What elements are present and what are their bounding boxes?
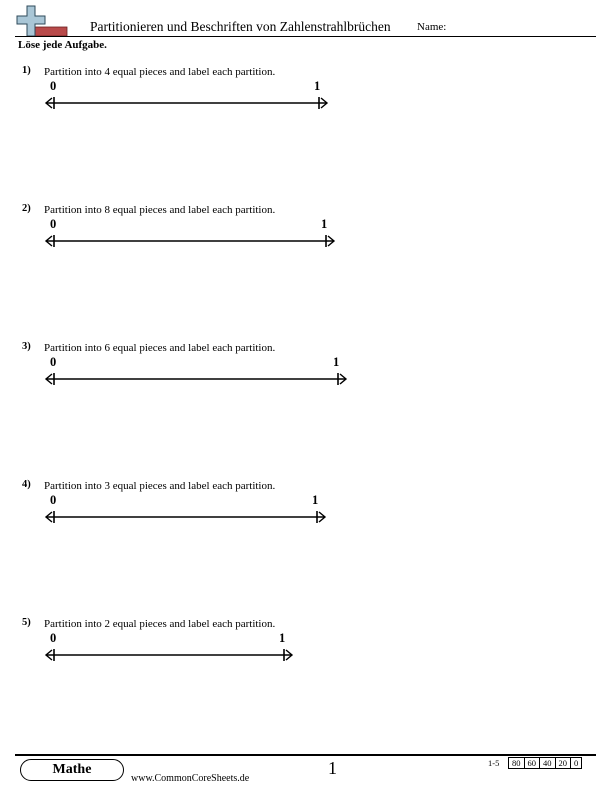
problem-number: 4)	[22, 479, 31, 490]
problem-text: Partition into 4 equal pieces and label each partition.	[44, 66, 276, 78]
number-line-start-label: 0	[50, 217, 57, 231]
number-line-end-label: 1	[333, 355, 340, 369]
worksheet-logo-icon	[15, 5, 69, 37]
score-cell: 40	[540, 758, 556, 769]
number-line-start-label: 0	[50, 355, 57, 369]
problem-number: 5)	[22, 617, 31, 628]
number-line[interactable]	[0, 493, 612, 553]
number-line-end-label: 1	[279, 631, 286, 645]
number-line-start-label: 0	[50, 79, 57, 93]
problem-2	[0, 203, 612, 293]
number-line[interactable]	[0, 631, 612, 691]
score-range: 1-5	[488, 758, 500, 768]
page-number: 1	[328, 758, 337, 778]
number-line-start-label: 0	[50, 631, 57, 645]
score-cell: 80	[509, 758, 525, 769]
number-line-start-label: 0	[50, 493, 57, 507]
number-line[interactable]	[0, 355, 612, 415]
number-line-end-label: 1	[321, 217, 328, 231]
problem-5	[0, 617, 612, 707]
problem-3	[0, 341, 612, 431]
score-table	[508, 757, 582, 769]
problem-1	[0, 65, 612, 155]
number-line-end-label: 1	[312, 493, 319, 507]
number-line-end-label: 1	[314, 79, 321, 93]
footer-divider	[15, 754, 596, 756]
number-line[interactable]	[0, 217, 612, 277]
website-url: www.CommonCoreSheets.de	[131, 773, 250, 784]
problem-text: Partition into 2 equal pieces and label each partition.	[44, 618, 276, 630]
problem-4	[0, 479, 612, 569]
score-cell: 0	[571, 758, 582, 769]
score-cell: 20	[555, 758, 571, 769]
problem-number: 3)	[22, 341, 31, 352]
problem-number: 1)	[22, 65, 31, 76]
number-line[interactable]	[0, 79, 612, 139]
problem-text: Partition into 8 equal pieces and label each partition.	[44, 204, 276, 216]
instructions: Löse jede Aufgabe.	[18, 39, 107, 51]
problem-text: Partition into 6 equal pieces and label each partition.	[44, 342, 276, 354]
problem-text: Partition into 3 equal pieces and label each partition.	[44, 480, 276, 492]
score-cell: 60	[524, 758, 540, 769]
name-field-label: Name:	[417, 21, 447, 33]
subject-badge: Mathe	[20, 759, 124, 781]
worksheet-title: Partitionieren und Beschriften von Zahlenstrahlbrüchen	[90, 19, 391, 34]
problem-number: 2)	[22, 203, 31, 214]
header-divider	[15, 36, 596, 37]
